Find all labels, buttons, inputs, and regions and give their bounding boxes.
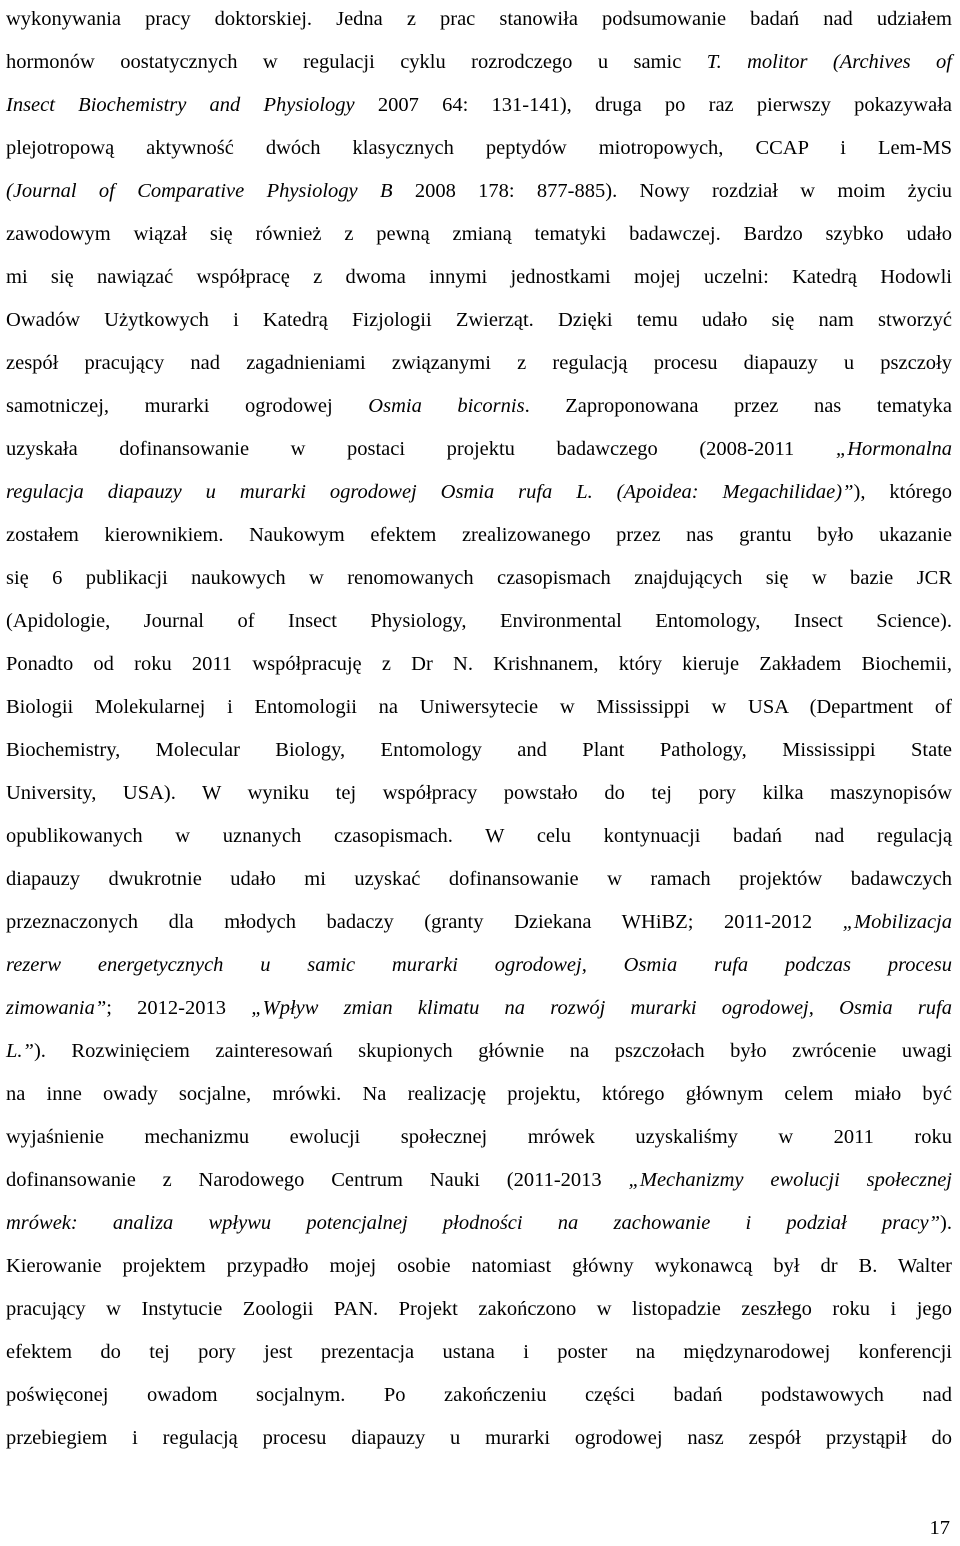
text-segment: ), którego [853, 481, 952, 503]
text-segment: wykonywania pracy doktorskiej. Jedna z prac stanowiła podsumowanie badań nad udziałem [6, 8, 952, 30]
text-segment: ). Rozwinięciem zainteresowań skupionych głównie na pszczołach było zwrócenie uwagi [33, 1040, 952, 1062]
text-segment: Biologii Molekularnej i Entomologii na Uniwersytecie w Mississippi w USA (Department of [6, 696, 952, 718]
text-segment: hormonów oostatycznych w regulacji cyklu rozrodczego u samic [6, 51, 707, 73]
text-segment: Owadów Użytkowych i Katedrą Fizjologii Zwierząt. Dzięki temu udało się nam stworzyć [6, 309, 952, 331]
italic-text-segment: rezerw energetycznych u samic murarki ogrodowej, Osmia rufa podczas procesu [6, 954, 952, 976]
text-segment: dofinansowanie z Narodowego Centrum Nauki (2011-2013 [6, 1169, 629, 1191]
text-line [6, 1030, 952, 1073]
text-line [6, 1073, 952, 1116]
text-segment: . Zaproponowana przez nas tematyka [524, 395, 952, 417]
text-line [6, 127, 952, 170]
text-segment: przeznaczonych dla młodych badaczy (granty Dziekana WHiBZ; 2011-2012 [6, 911, 843, 933]
italic-text-segment: mrówek: analiza wpływu potencjalnej płodności na zachowanie i podział pracy” [6, 1212, 941, 1234]
italic-text-segment: L.” [6, 1040, 34, 1062]
text-line [6, 342, 952, 385]
text-line [6, 385, 952, 428]
page-number: 17 [929, 1517, 950, 1539]
text-line [6, 256, 952, 299]
text-segment: diapauzy dwukrotnie udało mi uzyskać dofinansowanie w ramach projektów badawczych [6, 868, 952, 890]
text-segment: ). [940, 1212, 952, 1234]
text-segment: się 6 publikacji naukowych w renomowanych czasopismach znajdujących się w bazie JCR [6, 567, 952, 589]
text-segment: przebiegiem i regulacją procesu diapauzy u murarki ogrodowej nasz zespół przystąpił do [6, 1427, 952, 1449]
text-line [6, 901, 952, 944]
text-segment: plejotropową aktywność dwóch klasycznych peptydów miotropowych, CCAP i Lem-MS [6, 137, 952, 159]
italic-text-segment: „Mobilizacja [842, 911, 952, 933]
italic-text-segment: „Wpływ zmian klimatu na rozwój murarki ogrodowej, Osmia rufa [251, 997, 953, 1019]
text-line [6, 643, 952, 686]
text-line [6, 1288, 952, 1331]
text-line [6, 815, 952, 858]
text-segment: uzyskała dofinansowanie w postaci projektu badawczego (2008-2011 [6, 438, 836, 460]
text-line [6, 1159, 952, 1202]
italic-text-segment: „Hormonalna [835, 438, 952, 460]
text-line [6, 600, 952, 643]
text-line [6, 1331, 952, 1374]
text-segment: mi się nawiązać współpracę z dwoma innymi jednostkami mojej uczelni: Katedrą Hodowli [6, 266, 952, 288]
text-segment: poświęconej owadom socjalnym. Po zakończeniu części badań podstawowych nad [6, 1384, 952, 1406]
text-line [6, 170, 952, 213]
text-segment: (Apidologie, Journal of Insect Physiology, Environmental Entomology, Insect Science). [6, 610, 952, 632]
text-segment: Kierowanie projektem przypadło mojej osobie natomiast główny wykonawcą był dr B. Walter [6, 1255, 952, 1277]
text-line [6, 0, 952, 41]
italic-text-segment: „Mechanizmy ewolucji społecznej [628, 1169, 952, 1191]
italic-text-segment: Insect Biochemistry and Physiology [6, 94, 378, 116]
text-segment: efektem do tej pory jest prezentacja ustana i poster na międzynarodowej konferencji [6, 1341, 952, 1363]
text-segment: University, USA). W wyniku tej współpracy powstało do tej pory kilka maszynopisów [6, 782, 952, 804]
text-line [6, 1374, 952, 1417]
text-line [6, 514, 952, 557]
text-segment: Biochemistry, Molecular Biology, Entomology and Plant Pathology, Mississippi State [6, 739, 952, 761]
text-line [6, 729, 952, 772]
text-segment: zespół pracujący nad zagadnieniami związanymi z regulacją procesu diapauzy u pszczoły [6, 352, 952, 374]
italic-text-segment: zimowania” [6, 997, 107, 1019]
text-segment: wyjaśnienie mechanizmu ewolucji społecznej mrówek uzyskaliśmy w 2011 roku [6, 1126, 952, 1148]
text-line [6, 1417, 952, 1460]
text-line [6, 428, 952, 471]
text-line [6, 213, 952, 256]
text-segment: samotniczej, murarki ogrodowej [6, 395, 369, 417]
text-segment: zostałem kierownikiem. Naukowym efektem zrealizowanego przez nas grantu było ukazanie [6, 524, 952, 546]
text-line [6, 41, 952, 84]
text-line [6, 1116, 952, 1159]
text-line [6, 944, 952, 987]
document-body [6, 0, 952, 1460]
text-segment: ; 2012-2013 [106, 997, 252, 1019]
text-segment: opublikowanych w uznanych czasopismach. W celu kontynuacji badań nad regulacją [6, 825, 952, 847]
italic-text-segment: (Journal of Comparative Physiology B [6, 180, 415, 202]
text-segment: 2008 178: 877-885). Nowy rozdział w moim życiu [414, 180, 952, 202]
text-line [6, 772, 952, 815]
text-segment: na inne owady socjalne, mrówki. Na realizację projektu, którego głównym celem miało być [6, 1083, 952, 1105]
text-segment: 2007 64: 131-141), druga po raz pierwszy pokazywała [377, 94, 953, 116]
text-segment: zawodowym wiązał się również z pewną zmianą tematyki badawczej. Bardzo szybko udało [6, 223, 952, 245]
italic-text-segment: Osmia bicornis [368, 395, 525, 417]
italic-text-segment: T. molitor (Archives of [706, 51, 953, 73]
text-line [6, 84, 952, 127]
text-line [6, 557, 952, 600]
text-line [6, 1202, 952, 1245]
text-line [6, 471, 952, 514]
italic-text-segment: regulacja diapauzy u murarki ogrodowej Osmia rufa L. (Apoidea: Megachilidae)” [6, 481, 854, 503]
text-line [6, 987, 952, 1030]
text-segment: Ponadto od roku 2011 współpracuję z Dr N. Krishnanem, który kieruje Zakładem Biochemii, [6, 653, 952, 675]
text-line [6, 858, 952, 901]
text-line [6, 1245, 952, 1288]
text-segment: pracujący w Instytucie Zoologii PAN. Projekt zakończono w listopadzie zeszłego roku i jego [6, 1298, 952, 1320]
text-line [6, 686, 952, 729]
text-line [6, 299, 952, 342]
